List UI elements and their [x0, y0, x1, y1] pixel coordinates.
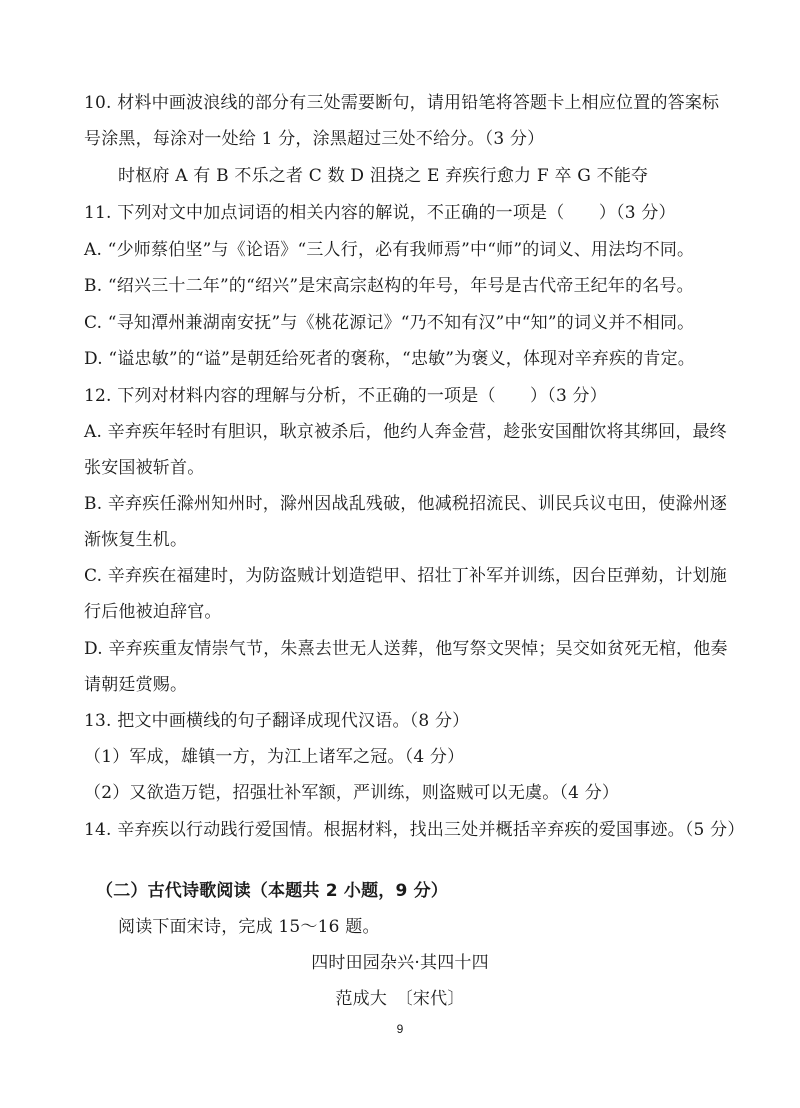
q12-option-b-line2: 渐恢复生机。: [84, 530, 188, 550]
page-number: 9: [396, 1022, 404, 1036]
q13-sentence-1: （1）军成，雄镇一方，为江上诸军之冠。（4 分）: [84, 747, 465, 767]
q10-line2: 号涂黑，每涂对一处给 1 分，涂黑超过三处不给分。（3 分）: [84, 129, 545, 149]
q12-option-c-line1: C. 辛弃疾在福建时，为防盗贼计划造铠甲、招壮丁补军并训练，因台臣弹劾，计划施: [84, 566, 728, 586]
q13-stem: 13. 把文中画横线的句子翻译成现代汉语。（8 分）: [84, 711, 470, 731]
q12-option-c-line2: 行后他被迫辞官。: [84, 602, 222, 622]
poem-title: 四时田园杂兴·其四十四: [311, 953, 489, 973]
q10-line1: 10. 材料中画波浪线的部分有三处需要断句，请用铅笔将答题卡上相应位置的答案标: [84, 93, 720, 113]
section-intro: 阅读下面宋诗，完成 15～16 题。: [118, 917, 380, 937]
q12-option-a-line1: A. 辛弃疾年轻时有胆识，耿京被杀后，他约人奔金营，趁张安国酣饮将其绑回，最终: [84, 422, 727, 442]
poem-author: 范成大 〔宋代〕: [335, 989, 465, 1009]
q12-option-a-line2: 张安国被斩首。: [84, 458, 205, 478]
q13-sentence-2: （2）又欲造万铠，招强壮补军额，严训练，则盗贼可以无虞。（4 分）: [84, 783, 620, 803]
q12-option-b-line1: B. 辛弃疾任滁州知州时，滁州因战乱残破，他减税招流民、训民兵议屯田，使滁州逐: [84, 494, 728, 514]
q11-option-d: D. “谥忠敏”的“谥”是朝廷给死者的褒称，“忠敏”为褒义，体现对辛弃疾的肯定。: [84, 349, 695, 369]
q12-option-d-line2: 请朝廷赏赐。: [84, 675, 188, 695]
q11-option-c: C. “寻知潭州兼湖南安抚”与《桃花源记》“乃不知有汉”中“知”的词义并不相同。: [84, 313, 695, 333]
q10-sentence: 时枢府 A 有 B 不乐之者 C 数 D 沮挠之 E 弃疾行愈力 F 卒 G 不能夺: [118, 166, 649, 186]
q11-stem: 11. 下列对文中加点词语的相关内容的解说，不正确的一项是（ ）（3 分）: [84, 203, 676, 223]
q11-option-b: B. “绍兴三十二年”的“绍兴”是宋高宗赵构的年号，年号是古代帝王纪年的名号。: [84, 276, 694, 296]
q12-stem: 12. 下列对材料内容的理解与分析，不正确的一项是（ ）（3 分）: [84, 386, 607, 406]
q14-stem: 14. 辛弃疾以行动践行爱国情。根据材料，找出三处并概括辛弃疾的爱国事迹。（5 分）: [84, 820, 745, 840]
section-heading: （二）古代诗歌阅读（本题共 2 小题，9 分）: [96, 881, 449, 901]
q12-option-d-line1: D. 辛弃疾重友情崇气节，朱熹去世无人送葬，他写祭文哭悼；吴交如贫死无棺，他奏: [84, 639, 728, 659]
q11-option-a: A. “少师蔡伯坚”与《论语》“三人行，必有我师焉”中“师”的词义、用法均不同。: [84, 240, 695, 260]
